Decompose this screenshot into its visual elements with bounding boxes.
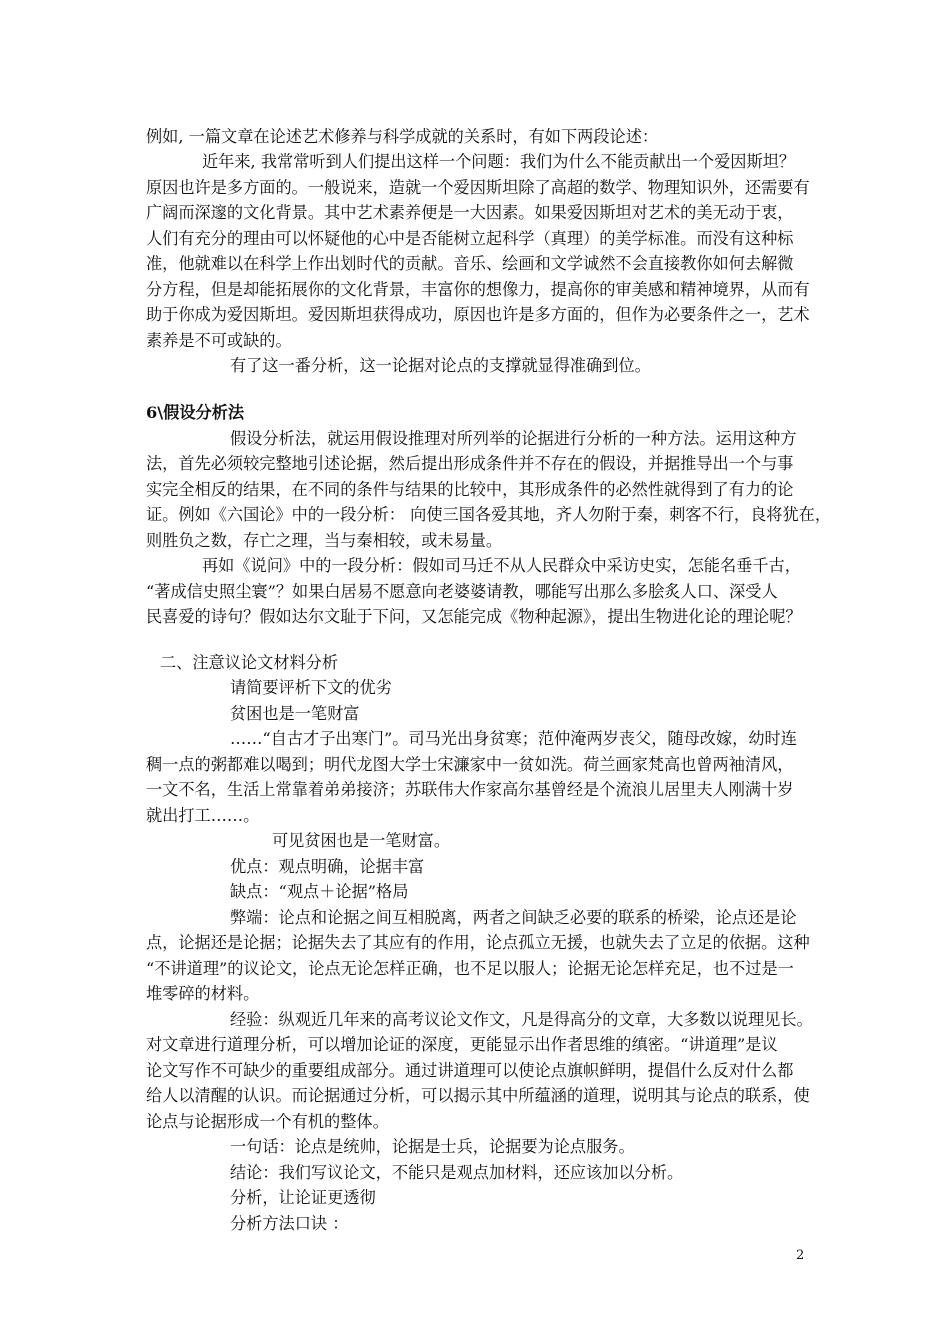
- text-line: 一句话：论点是统帅，论据是士兵，论据要为论点服务。: [230, 1137, 635, 1156]
- text-line: 经验：纵观近几年来的高考议论文作文，凡是得高分的文章，大多数以说理见长。: [230, 1010, 813, 1029]
- text-line: 准，他就难以在科学上作出划时代的贡献。音乐、绘画和文学诚然不会直接教你如何去解微: [146, 254, 794, 273]
- text-line: 优点：观点明确，论据丰富: [230, 857, 425, 876]
- text-line: 法，首先必须较完整地引述论据，然后提出形成条件并不存在的假设，并据推导出一个与事: [146, 454, 794, 473]
- section-heading: 6\假设分析法: [146, 403, 245, 422]
- text-line: 分析方法口诀 ：: [230, 1214, 349, 1233]
- text-line: 分方程，但是却能拓展你的文化背景，丰富你的想像力，提高你的审美感和精神境界，从而有: [146, 280, 810, 299]
- text-line: 一文不名，生活上常靠着弟弟接济；苏联伟大作家高尔基曾经是个流浪儿居里夫人刚满十岁: [146, 780, 794, 799]
- text-line: 素养是不可或缺的。: [146, 331, 292, 350]
- section-heading: 二、注意议论文材料分析: [160, 653, 339, 672]
- text-line: 原因也许是多方面的。一般说来，造就一个爱因斯坦除了高超的数学、物理知识外，还需要有: [146, 178, 810, 197]
- text-line: 就出打工……。: [146, 806, 260, 825]
- text-line: 贫困也是一笔财富: [230, 704, 360, 723]
- text-line: 则胜负之数，存亡之理，当与秦相较，或未易量。: [146, 531, 503, 550]
- text-line: 论点与论据形成一个有机的整体。: [146, 1112, 389, 1131]
- text-line: 结论：我们写议论文，不能只是观点加材料，还应该加以分析。: [230, 1163, 684, 1182]
- text-line: 例如, 一篇文章在论述艺术修养与科学成就的关系时，有如下两段论述：: [146, 127, 659, 146]
- text-line: 助于你成为爱因斯坦。爱因斯坦获得成功，原因也许是多方面的，但作为必要条件之一，艺术: [146, 305, 810, 324]
- page-number: 2: [796, 1248, 805, 1263]
- text-line: 分析，让论证更透彻: [230, 1188, 376, 1207]
- text-line: “著成信史照尘寰”？如果白居易不愿意向老婆婆请教，哪能写出那么多脍炙人口、深受人: [146, 582, 778, 601]
- text-line: 人们有充分的理由可以怀疑他的心中是否能树立起科学（真理）的美学标准。而没有这种标: [146, 229, 794, 248]
- text-line: 点，论据还是论据；论据失去了其应有的作用，论点孤立无援，也就失去了立足的依据。这种: [146, 933, 810, 952]
- text-line: 有了这一番分析，这一论据对论点的支撑就显得准确到位。: [230, 356, 651, 375]
- text-line: 可见贫困也是一笔财富。: [272, 831, 451, 850]
- text-line: 假设分析法，就运用假设推理对所列举的论据进行分析的一种方法。运用这种方: [230, 429, 797, 448]
- text-line: 弊端：论点和论据之间互相脱离，两者之间缺乏必要的联系的桥梁，论点还是论: [230, 908, 797, 927]
- text-line: 缺点：“观点＋论据”格局: [230, 882, 409, 901]
- text-line: 民喜爱的诗句？假如达尔文耻于下问，又怎能完成《物种起源》，提出生物进化论的理论呢？: [146, 607, 802, 626]
- text-line: “不讲道理”的议论文，论点无论怎样正确，也不足以服人；论据无论怎样充足，也不过是一: [146, 959, 794, 978]
- text-line: 稠一点的粥都难以喝到；明代龙图大学士宋濂家中一贫如洗。荷兰画家梵高也曾两袖清风，: [146, 755, 794, 774]
- text-line: 堆零碎的材料。: [146, 984, 260, 1003]
- text-line: 近年来, 我常常听到人们提出这样一个问题：我们为什么不能贡献出一个爱因斯坦？: [202, 152, 796, 171]
- text-line: 对文章进行道理分析，可以增加论证的深度，更能显示出作者思维的缜密。“讲道理”是议: [146, 1035, 778, 1054]
- text-line: ……“自古才子出寒门”。司马光出身贫寒；范仲淹两岁丧父，随母改嫁，幼时连: [230, 729, 797, 748]
- text-line: 实完全相反的结果，在不同的条件与结果的比较中，其形成条件的必然性就得到了有力的论: [146, 480, 794, 499]
- text-line: 请简要评析下文的优劣: [230, 678, 392, 697]
- text-line: 证。例如《六国论》中的一段分析： 向使三国各爱其地，齐人勿附于秦，刺客不行，良将犹在，: [146, 505, 832, 524]
- text-line: 给人以清醒的认识。而论据通过分析，可以揭示其中所蕴涵的道理，说明其与论点的联系，使: [146, 1086, 810, 1105]
- text-line: 广阔而深邃的文化背景。其中艺术素养便是一大因素。如果爱因斯坦对艺术的美无动于衷，: [146, 203, 794, 222]
- text-line: 再如《说问》中的一段分析：假如司马迁不从人民群众中采访史实，怎能名垂千古，: [202, 556, 801, 575]
- text-line: 论文写作不可缺少的重要组成部分。通过讲道理可以使论点旗帜鲜明，提倡什么反对什么都: [146, 1061, 794, 1080]
